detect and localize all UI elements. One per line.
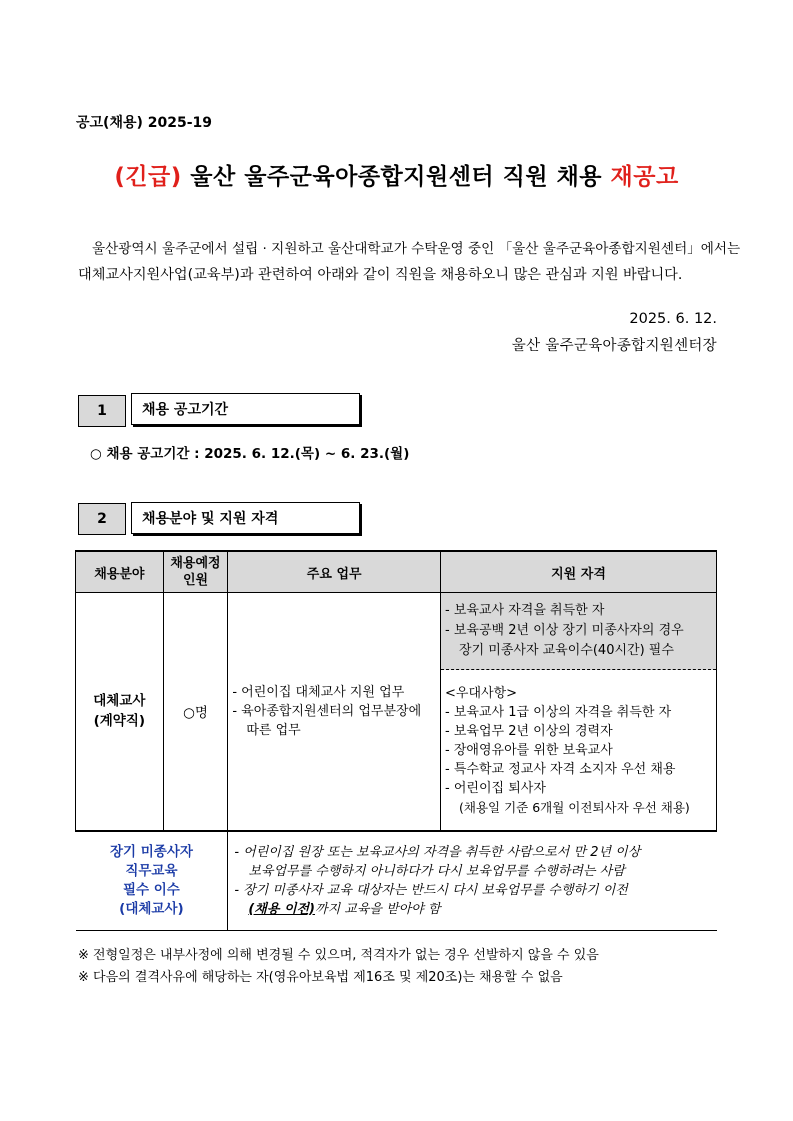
title-main: 울산 울주군육아종합지원센터 직원 채용 xyxy=(181,164,611,190)
education-text-line: - 장기 미종사자 교육 대상자는 반드시 다시 보육업무를 수행하기 이전 xyxy=(234,882,628,898)
header-count-line-2: 인원 xyxy=(182,573,209,588)
education-text-line xyxy=(234,900,710,919)
footnote: ※ 전형일정은 내부사정에 의해 변경될 수 있으며, 적격자가 없는 경우 선발하지 않을 수 있음 xyxy=(78,948,599,963)
section-1-title: 채용 공고기간 xyxy=(131,393,360,425)
preference-item: - 어린이집 퇴사자 xyxy=(445,781,546,796)
title-repost: 재공고 xyxy=(610,164,679,190)
page-title xyxy=(0,158,793,191)
header-count-line-1: 채용예정 xyxy=(170,556,221,571)
requirement-item-continued: 장기 미종사자 교육이수(40시간) 필수 xyxy=(459,643,674,658)
section-2-title: 채용분야 및 지원 자격 xyxy=(131,502,360,534)
education-label xyxy=(76,831,228,931)
preference-item: - 보육교사 1급 이상의 자격을 취득한 자 xyxy=(445,705,672,720)
qualification-cell xyxy=(441,593,717,831)
section-1-number: 1 xyxy=(78,395,126,427)
field-line-1: 대체교사 xyxy=(93,693,146,710)
education-label-line: (대체교사) xyxy=(119,900,184,917)
title-urgent: (긴급) xyxy=(114,164,182,190)
requirement-item: - 보육공백 2년 이상 장기 미종사자의 경우 xyxy=(445,623,684,638)
education-emphasis: (채용 이전) xyxy=(248,901,316,917)
duty-item: - 어린이집 대체교사 지원 업무 xyxy=(232,684,405,700)
intro-paragraph xyxy=(78,236,741,288)
header-count xyxy=(163,551,228,593)
preference-item: - 장애영유아를 위한 보육교사 xyxy=(445,743,613,758)
preference-note: (채용일 기준 6개월 이전퇴사자 우선 채용) xyxy=(459,800,690,815)
preferences xyxy=(441,670,716,823)
header-qualification: 지원 자격 xyxy=(441,551,717,593)
field-line-2: (계약직) xyxy=(93,713,146,730)
duty-item: - 육아종합지원센터의 업무분장에 xyxy=(232,703,422,719)
education-row xyxy=(76,831,717,931)
section-2-number: 2 xyxy=(78,503,126,535)
field-cell xyxy=(76,593,164,831)
footnotes xyxy=(78,945,599,989)
intro-line-1: 울산광역시 울주군에서 설립 · 지원하고 울산대학교가 수탁운영 중인 「울산 울주군육아종합지원센터」에서는 xyxy=(92,241,741,257)
education-description xyxy=(228,831,717,931)
education-label-line: 필수 이수 xyxy=(122,881,180,898)
issuer: 울산 울주군육아종합지원센터장 xyxy=(511,338,717,354)
announcement-date: 2025. 6. 12. xyxy=(629,311,717,327)
intro-line-2: 대체교사지원사업(교육부)과 관련하여 아래와 같이 직원을 채용하오니 많은 관심과 지원 바랍니다. xyxy=(78,267,683,283)
education-text-line: - 어린이집 원장 또는 보육교사의 자격을 취득한 사람으로서 만 2년 이상 xyxy=(234,844,641,860)
education-text-line: 보육업무를 수행하지 아니하다가 다시 보육업무를 수행하려는 사람 xyxy=(248,863,625,879)
preference-item: - 보육업무 2년 이상의 경력자 xyxy=(445,724,613,739)
education-label-line: 직무교육 xyxy=(125,862,178,879)
preference-item: - 특수학교 정교사 자격 소지자 우선 채용 xyxy=(445,762,676,777)
education-text-rest: 까지 교육을 받아야 함 xyxy=(315,901,441,917)
footnote: ※ 다음의 결격사유에 해당하는 자(영유아보육법 제16조 및 제20조)는 채용할 수 없음 xyxy=(78,970,563,985)
duty-item-continued: 따른 업무 xyxy=(246,722,301,738)
required-qualifications xyxy=(441,593,716,670)
duties-cell xyxy=(228,593,441,831)
header-duties: 주요 업무 xyxy=(228,551,441,593)
requirement-item: - 보육교사 자격을 취득한 자 xyxy=(445,603,605,618)
header-field: 채용분야 xyxy=(76,551,164,593)
table-row xyxy=(76,593,717,831)
count-cell: ○명 xyxy=(163,593,228,831)
recruitment-table xyxy=(75,550,717,931)
table-header-row xyxy=(76,551,717,593)
education-label-line: 장기 미종사자 xyxy=(109,843,193,860)
recruitment-period: ○ 채용 공고기간 : 2025. 6. 12.(목) ~ 6. 23.(월) xyxy=(90,446,410,462)
preferences-title: <우대사항> xyxy=(445,686,518,701)
notice-number: 공고(채용) 2025-19 xyxy=(76,115,213,131)
